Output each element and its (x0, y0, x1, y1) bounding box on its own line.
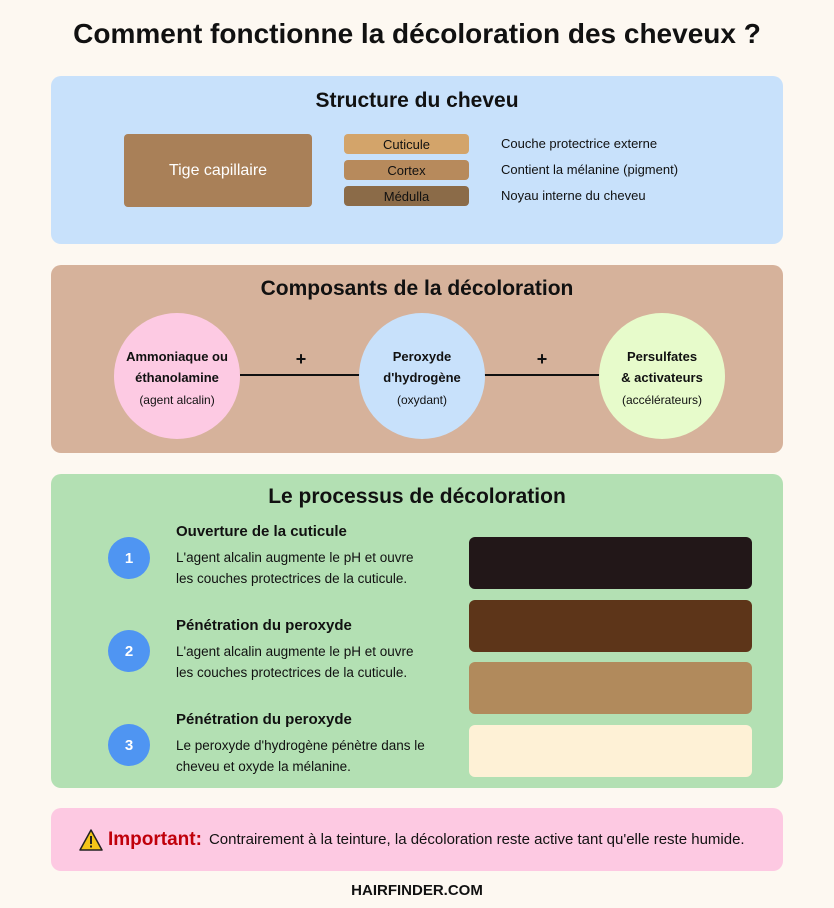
important-note (51, 808, 783, 871)
layer-description: Contient la mélanine (pigment) (501, 162, 679, 177)
layer-cortex: Cortex (344, 160, 469, 180)
structure-panel (51, 76, 783, 244)
process-panel (51, 474, 783, 788)
color-swatch-dark-brown (469, 600, 752, 652)
color-swatch-light-brown (469, 662, 752, 714)
connector-line (484, 374, 600, 376)
components-title: Composants de la décoloration (260, 277, 574, 300)
step-title: Ouverture de la cuticule (176, 523, 347, 540)
step-text: cheveu et oxyde la mélanine. (176, 759, 351, 774)
layer-cuticule: Cuticule (344, 134, 469, 154)
components-panel (51, 265, 783, 453)
component-persulfates (599, 313, 725, 439)
layer-medulla: Médulla (344, 186, 469, 206)
warning-icon (79, 829, 103, 851)
component-role: (oxydant) (396, 392, 448, 407)
component-name: Peroxyde (392, 348, 452, 364)
component-name: Ammoniaque ou (126, 348, 228, 364)
connector-line (240, 374, 360, 376)
step-text: L'agent alcalin augmente le pH et ouvre (176, 644, 414, 659)
process-title: Le processus de décoloration (268, 485, 566, 508)
plus-sign: + (295, 349, 307, 369)
important-label: Important: (108, 828, 202, 850)
component-name: & activateurs (621, 369, 703, 385)
page-title: Comment fonctionne la décoloration des cheveux ? (73, 18, 761, 49)
layer-description: Couche protectrice externe (501, 136, 658, 151)
color-swatch-black (469, 537, 752, 589)
component-role: (agent alcalin) (139, 392, 215, 407)
layer-description: Noyau interne du cheveu (501, 188, 646, 203)
hair-shaft-box: Tige capillaire (124, 134, 312, 207)
plus-sign: + (536, 349, 548, 369)
component-peroxide (359, 313, 485, 439)
component-name: d'hydrogène (383, 369, 461, 385)
step-title: Pénétration du peroxyde (176, 711, 352, 728)
component-name: Persulfates (626, 348, 698, 364)
component-role: (accélérateurs) (621, 392, 703, 407)
component-name: éthanolamine (135, 369, 219, 385)
step-title: Pénétration du peroxyde (176, 617, 352, 634)
structure-title: Structure du cheveu (315, 89, 519, 112)
important-text: Contrairement à la teinture, la décoloration reste active tant qu'elle reste humide. (208, 831, 745, 848)
step-number-badge: 3 (108, 724, 150, 766)
step-text: Le peroxyde d'hydrogène pénètre dans le (176, 738, 425, 753)
step-text: les couches protectrices de la cuticule. (176, 665, 408, 680)
step-text: les couches protectrices de la cuticule. (176, 571, 408, 586)
footer-brand: HAIRFINDER.COM (351, 882, 483, 899)
step-number-badge: 2 (108, 630, 150, 672)
component-alkaline (114, 313, 240, 439)
step-number-badge: 1 (108, 537, 150, 579)
step-text: L'agent alcalin augmente le pH et ouvre (176, 550, 414, 565)
color-swatch-blonde (469, 725, 752, 777)
